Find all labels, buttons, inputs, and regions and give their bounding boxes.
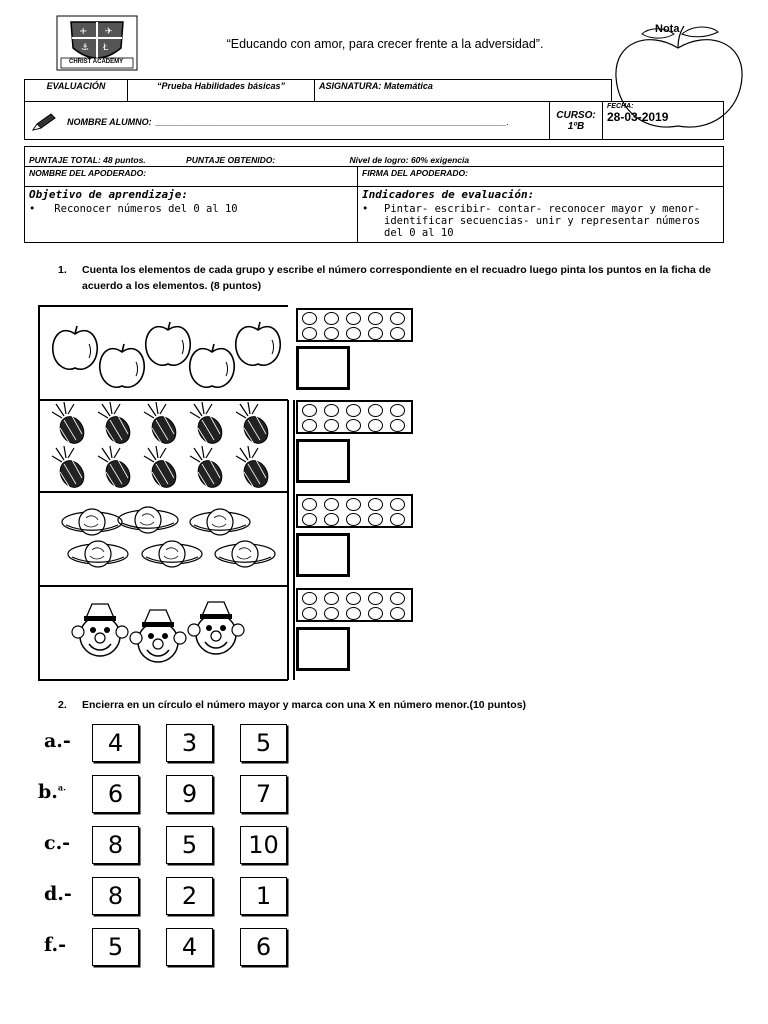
pineapple-icon — [98, 446, 135, 490]
row-f-label: f.- — [44, 934, 66, 956]
question-2-number: 2. — [58, 699, 67, 711]
score-info-table — [24, 146, 724, 243]
ten-frame-dot[interactable] — [346, 419, 361, 432]
question-1-text: Cuenta los elementos de cada grupo y escribe el número correspondiente en el recuadro luego pinta los puntos en la ficha de acuerdo a los elementos. (8 puntos) — [82, 264, 711, 292]
ten-frame-4[interactable] — [296, 588, 413, 622]
ten-frame-dot[interactable] — [324, 327, 339, 340]
planet-icon — [62, 509, 122, 535]
school-motto: “Educando con amor, para crecer frente a la adversidad”. — [226, 37, 544, 51]
number-box-d-3[interactable]: 1 — [240, 877, 287, 915]
asignatura-label: ASIGNATURA: — [319, 81, 382, 91]
row-b-label: b.$^{a.}$ — [38, 781, 66, 803]
planet-icon — [215, 541, 275, 567]
ten-frame-dot[interactable] — [390, 607, 405, 620]
curso-label: CURSO: — [556, 109, 596, 121]
row-a-label: a.- — [44, 730, 71, 752]
apple-icon — [146, 322, 191, 365]
number-box-a-2[interactable]: 3 — [166, 724, 213, 762]
clown-icon — [188, 602, 244, 654]
ten-frame-dot[interactable] — [302, 498, 317, 511]
ten-frame-dot[interactable] — [346, 498, 361, 511]
objetivo-title: Objetivo de aprendizaje: — [29, 188, 188, 201]
svg-text:✈: ✈ — [105, 27, 113, 37]
ten-frame-dot[interactable] — [324, 419, 339, 432]
number-box-d-2[interactable]: 2 — [166, 877, 213, 915]
planet-icon — [142, 541, 202, 567]
ten-frame-dot[interactable] — [302, 513, 317, 526]
pencil-icon — [31, 112, 57, 132]
apple-icon — [53, 326, 98, 369]
ten-frame-dot[interactable] — [324, 513, 339, 526]
row-d-label: d.- — [44, 883, 72, 905]
evaluacion-value: “Prueba Habilidades básicas” — [156, 81, 286, 91]
clown-icon — [72, 604, 128, 656]
ten-frame-dot[interactable] — [390, 592, 405, 605]
pineapple-icon — [190, 446, 227, 490]
pineapple-icon — [52, 446, 89, 490]
puntaje-total-label: PUNTAJE TOTAL: — [29, 155, 101, 165]
indicadores-title: Indicadores de evaluación: — [362, 188, 535, 201]
ten-frame-dot[interactable] — [368, 592, 383, 605]
ten-frame-2[interactable] — [296, 400, 413, 434]
answer-box-1[interactable] — [296, 346, 350, 390]
pineapple-icon — [236, 402, 273, 448]
pineapple-icon — [144, 402, 181, 448]
number-box-c-3[interactable]: 10 — [240, 826, 287, 864]
nota-label: Nota — [655, 23, 680, 35]
apple-icon — [236, 322, 281, 365]
apple-icon — [100, 344, 145, 387]
planet-icon — [68, 541, 128, 567]
ten-frame-dot[interactable] — [390, 498, 405, 511]
objetivo-item: • Reconocer números del 0 al 10 — [29, 203, 238, 215]
ten-frame-dot[interactable] — [346, 592, 361, 605]
number-box-f-2[interactable]: 4 — [166, 928, 213, 966]
number-box-c-1[interactable]: 8 — [92, 826, 139, 864]
ten-frame-dot[interactable] — [368, 312, 383, 325]
ten-frame-dot[interactable] — [368, 513, 383, 526]
nombre-alumno-label: NOMBRE ALUMNO: — [67, 116, 152, 127]
ten-frame-dot[interactable] — [368, 419, 383, 432]
evaluation-info-table — [24, 79, 612, 102]
row-c-label: c.- — [44, 832, 71, 854]
evaluacion-label: EVALUACIÓN — [46, 81, 106, 91]
pineapple-icon — [52, 402, 89, 448]
ten-frame-dot[interactable] — [302, 404, 317, 417]
clown-icon — [130, 610, 186, 662]
ten-frame-dot[interactable] — [346, 404, 361, 417]
apple-icon — [190, 344, 235, 387]
pineapple-icon — [236, 446, 273, 490]
student-info-table — [24, 101, 724, 140]
svg-text:⚓: ⚓ — [81, 43, 90, 53]
ten-frame-dot[interactable] — [324, 404, 339, 417]
ten-frame-3[interactable] — [296, 494, 413, 528]
puntaje-total-value: 48 puntos. — [103, 155, 146, 165]
ten-frame-1[interactable] — [296, 308, 413, 342]
ten-frame-dot[interactable] — [346, 513, 361, 526]
question-2-text: Encierra en un círculo el número mayor y marca con una X en número menor.(10 puntos) — [82, 699, 527, 711]
puntaje-obtenido-label: PUNTAJE OBTENIDO: — [186, 155, 276, 165]
pineapple-icon — [98, 402, 135, 448]
number-box-f-3[interactable]: 6 — [240, 928, 287, 966]
ten-frame-dot[interactable] — [368, 404, 383, 417]
school-crest-logo — [55, 14, 139, 72]
ten-frame-dot[interactable] — [390, 312, 405, 325]
number-box-c-2[interactable]: 5 — [166, 826, 213, 864]
number-box-b-3[interactable]: 7 — [240, 775, 287, 813]
planet-group — [40, 494, 288, 584]
number-box-a-1[interactable]: 4 — [92, 724, 139, 762]
pineapple-icon — [144, 446, 181, 490]
ten-frame-dot[interactable] — [302, 312, 317, 325]
fecha-value: 28-03-2019 — [607, 110, 669, 124]
svg-text:+: + — [79, 26, 88, 37]
fecha-label: FECHA: — [607, 103, 634, 110]
ten-frame-dot[interactable] — [390, 513, 405, 526]
ten-frame-dot[interactable] — [390, 404, 405, 417]
ten-frame-dot[interactable] — [302, 607, 317, 620]
nombre-apoderado-label: NOMBRE DEL APODERADO: — [29, 168, 147, 178]
school-name: CHRIST ACADEMY — [69, 59, 124, 65]
number-box-a-3[interactable]: 5 — [240, 724, 287, 762]
ten-frame-dot[interactable] — [346, 312, 361, 325]
answer-box-4[interactable] — [296, 627, 350, 671]
ten-frame-dot[interactable] — [368, 607, 383, 620]
clown-group — [40, 588, 288, 678]
asignatura-value: Matemática — [383, 81, 433, 91]
ten-frame-dot[interactable] — [324, 592, 339, 605]
nivel-logro-value: 60% exigencia — [410, 155, 470, 165]
ten-frame-dot[interactable] — [302, 327, 317, 340]
ten-frame-dot[interactable] — [324, 607, 339, 620]
ten-frame-dot[interactable] — [302, 592, 317, 605]
planet-icon — [118, 507, 178, 533]
number-box-b-1[interactable]: 6 — [92, 775, 139, 813]
number-box-d-1[interactable]: 8 — [92, 877, 139, 915]
answer-box-3[interactable] — [296, 533, 350, 577]
nombre-alumno-blank[interactable]: ______________________________________________________________________. — [156, 116, 509, 127]
ten-frame-dot[interactable] — [302, 419, 317, 432]
ten-frame-dot[interactable] — [324, 498, 339, 511]
question-1-number: 1. — [58, 264, 67, 276]
firma-apoderado-label: FIRMA DEL APODERADO: — [362, 168, 468, 178]
number-box-b-2[interactable]: 9 — [166, 775, 213, 813]
number-box-f-1[interactable]: 5 — [92, 928, 139, 966]
ten-frame-dot[interactable] — [390, 327, 405, 340]
ten-frame-dot[interactable] — [390, 419, 405, 432]
curso-value: 1ºB — [567, 120, 585, 132]
ten-frame-dot[interactable] — [346, 327, 361, 340]
indicadores-item: • Pintar- escribir- contar- reconocer mayor y menor- identificar secuencias- unir y representar números del 0 al 10 — [362, 203, 701, 239]
ten-frame-dot[interactable] — [324, 312, 339, 325]
ten-frame-dot[interactable] — [368, 498, 383, 511]
svg-text:Ł: Ł — [103, 43, 109, 53]
planet-icon — [190, 509, 250, 535]
ten-frame-dot[interactable] — [368, 327, 383, 340]
pineapple-group — [40, 402, 288, 490]
pineapple-icon — [190, 402, 227, 448]
row-b-sub-label: a. — [57, 782, 66, 793]
answer-box-2[interactable] — [296, 439, 350, 483]
nivel-logro-label: Nivel de logro: — [349, 155, 409, 165]
apple-group — [40, 308, 288, 398]
ten-frame-dot[interactable] — [346, 607, 361, 620]
